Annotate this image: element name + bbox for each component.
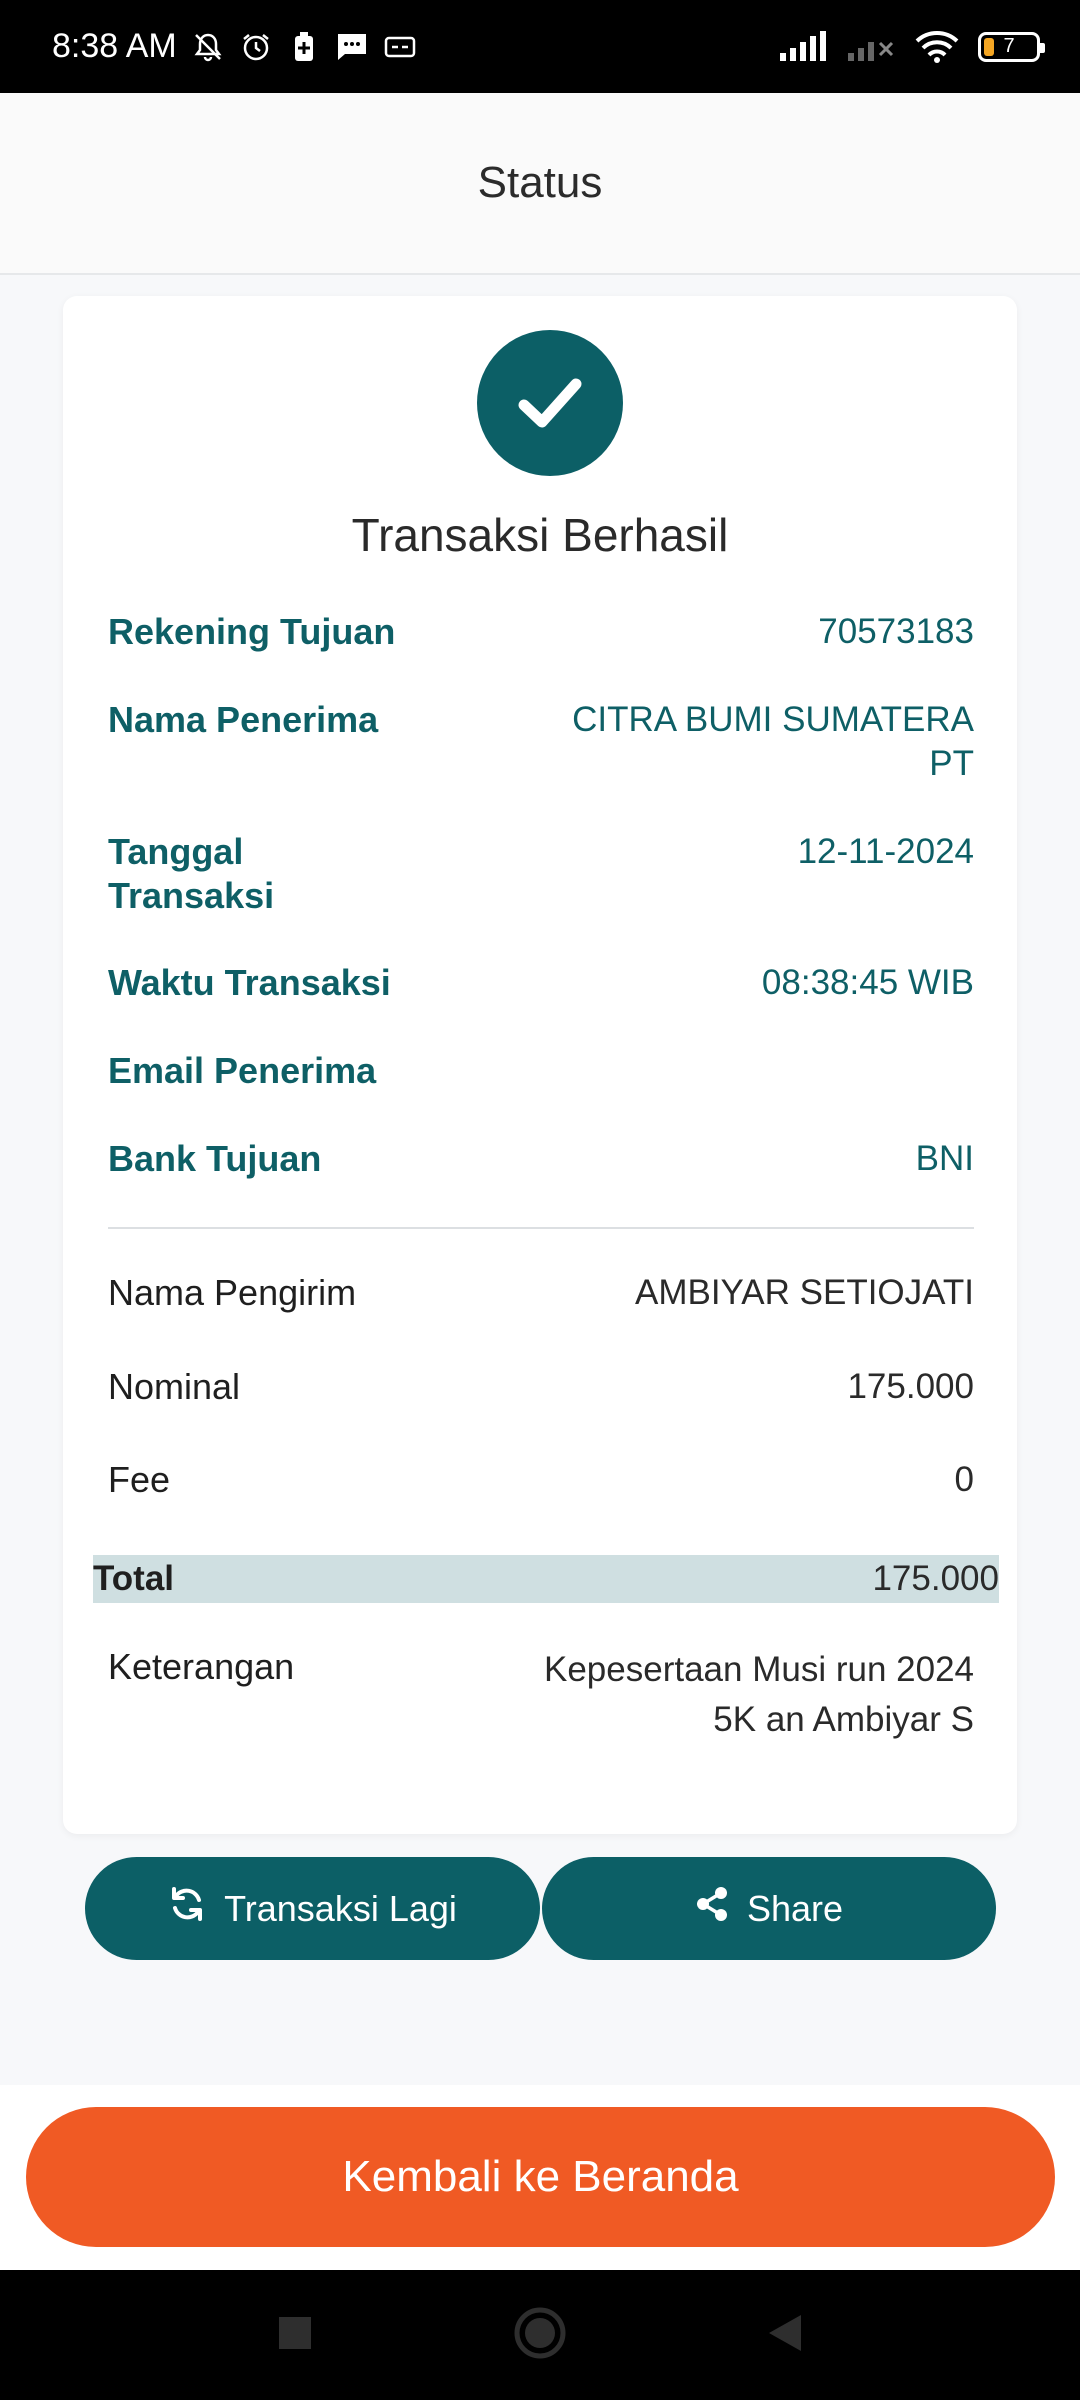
detail-row xyxy=(108,1458,974,1502)
share-label: Share xyxy=(746,1887,844,1929)
transaction-status-title: Transaksi Berhasil xyxy=(351,509,729,561)
home-nav-icon[interactable] xyxy=(513,2306,567,2364)
detail-row xyxy=(108,610,974,654)
detail-label: Bank Tujuan xyxy=(108,1138,322,1179)
detail-row xyxy=(108,1271,974,1315)
detail-row xyxy=(108,1365,974,1409)
battery-saver-icon xyxy=(287,30,321,64)
transaction-again-button[interactable] xyxy=(85,1857,540,1960)
detail-value: BNI xyxy=(915,1139,974,1178)
note-value: Kepesertaan Musi run 2024 5K an Ambiyar S xyxy=(544,1650,974,1739)
success-check-icon xyxy=(477,330,623,476)
detail-row xyxy=(108,1049,974,1093)
receipt-card xyxy=(63,296,1017,1834)
note-label: Keterangan xyxy=(108,1646,295,1687)
detail-row xyxy=(108,698,974,786)
detail-value: 0 xyxy=(954,1460,974,1499)
detail-value: 70573183 xyxy=(818,612,974,651)
status-time: 8:38 AM xyxy=(52,27,177,65)
detail-label: Nama Penerima xyxy=(108,699,379,740)
detail-label: Rekening Tujuan xyxy=(108,611,396,652)
cast-icon xyxy=(383,30,417,64)
detail-value: CITRA BUMI SUMATERA PT xyxy=(572,700,974,783)
refresh-icon xyxy=(168,1885,206,1932)
notification-icons xyxy=(191,30,417,64)
back-to-home-button[interactable]: Kembali ke Beranda xyxy=(26,2107,1055,2247)
transaction-again-label: Transaksi Lagi xyxy=(224,1887,457,1929)
back-nav-icon[interactable] xyxy=(767,2313,803,2357)
detail-value: 175.000 xyxy=(847,1367,974,1406)
detail-label: Email Penerima xyxy=(108,1050,377,1091)
detail-row xyxy=(108,830,974,918)
total-label: Total xyxy=(93,1559,175,1598)
detail-label: Tanggal Transaksi xyxy=(108,831,275,916)
detail-label: Nama Pengirim xyxy=(108,1272,357,1313)
total-value: 175.000 xyxy=(872,1559,999,1598)
page-title: Status xyxy=(477,158,603,207)
share-icon xyxy=(695,1886,729,1931)
detail-label: Waktu Transaksi xyxy=(108,962,391,1003)
recents-nav-icon[interactable] xyxy=(277,2315,313,2355)
detail-row xyxy=(108,961,974,1005)
detail-row xyxy=(108,1137,974,1181)
share-button[interactable] xyxy=(542,1857,996,1960)
signal-icon xyxy=(778,30,828,64)
status-bar xyxy=(0,0,1080,93)
message-icon xyxy=(335,30,369,64)
battery-icon xyxy=(978,32,1040,62)
detail-label: Fee xyxy=(108,1459,171,1500)
detail-label: Nominal xyxy=(108,1366,241,1407)
battery-level: 7 xyxy=(1003,35,1015,57)
detail-value: 12-11-2024 xyxy=(797,832,974,871)
wifi-icon xyxy=(914,30,960,64)
system-nav-bar xyxy=(0,2270,1080,2400)
signal-no-service-icon xyxy=(846,30,896,64)
detail-value: AMBIYAR SETIOJATI xyxy=(634,1273,974,1312)
alarm-icon xyxy=(239,30,273,64)
page-header xyxy=(0,93,1080,275)
detail-value: 08:38:45 WIB xyxy=(761,963,974,1002)
bell-off-icon xyxy=(191,30,225,64)
divider xyxy=(108,1227,974,1229)
total-row xyxy=(93,1555,999,1603)
note-row xyxy=(108,1645,974,1745)
